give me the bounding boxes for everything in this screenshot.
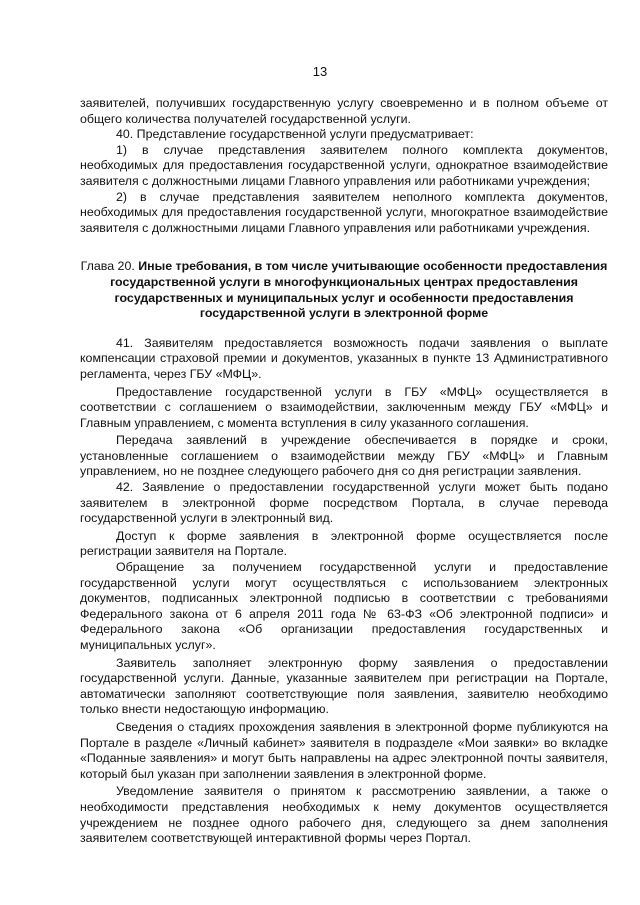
paragraph-continuation: заявителей, получивших государственную услугу своевременно и в полном объеме от общего количества получателей государственной услуги. bbox=[80, 96, 608, 126]
paragraph-42: 42. Заявление о предоставлении государственной услуги может быть подано заявителем в электронной форме посредством Портала, в случае перевода государственной услуги в электронный вид. bbox=[80, 480, 608, 526]
paragraph-notification: Уведомление заявителя о принятом к рассмотрению заявлении, а также о необходимости представления необходимых к нему документов осуществляется учреждением не позднее одного рабочего дня, следующего за днем заполнения заявителем соответствующей интерактивной формы через Портал. bbox=[80, 784, 608, 846]
list-item-2: 2) в случае представления заявителем неполного комплекта документов, необходимых для предоставления государственной услуги, многократное взаимодействие заявителя с должностными лицами Главного управления или работниками учреждения. bbox=[80, 189, 608, 235]
paragraph-mfc-provision: Предоставление государственной услуги в ГБУ «МФЦ» осуществляется в соответствии с соглашением о взаимодействии, заключенным между ГБУ «МФЦ» и Главным управлением, с момента вступления в силу указанного соглашения. bbox=[80, 384, 608, 430]
document-body bbox=[80, 96, 608, 847]
paragraph-access: Доступ к форме заявления в электронной форме осуществляется после регистрации заявителя на Портале. bbox=[80, 528, 608, 559]
chapter-label: Глава 20. bbox=[80, 259, 135, 274]
paragraph-41: 41. Заявителям предоставляется возможность подачи заявления о выплате компенсации страховой премии и документов, указанных в пункте 13 Административного регламента, через ГБУ «МФЦ». bbox=[80, 335, 608, 381]
page-number: 13 bbox=[312, 64, 328, 79]
paragraph-electronic-docs: Обращение за получением государственной услуги и предоставление государственной услуги могут осуществляться с использованием электронных документов, подписанных электронной подписью в соответствии с требованиями Федерального закона от 6 апреля 2011 года № 63-ФЗ «Об электронной подписи» и Федерального закона «Об организации предоставления государственных и муниципальных услуг». bbox=[80, 560, 608, 652]
list-item-1: 1) в случае представления заявителем полного комплекта документов, необходимых для предоставления государственной услуги, однократное взаимодействие заявителя с должностными лицами Главного управления или работниками учреждения; bbox=[80, 142, 608, 188]
paragraph-transfer: Передача заявлений в учреждение обеспечивается в порядке и сроки, установленные соглашением о взаимодействии между ГБУ «МФЦ» и Главным управлением, но не позднее следующего рабочего дня со дня регистрации заявления. bbox=[80, 433, 608, 479]
chapter-title: Иные требования, в том числе учитывающие особенности предоставления государственной услуги в многофункциональных центрах предоставления государственных и муниципальных услуг и особенности предоставления государственной услуги в электронной форме bbox=[110, 259, 608, 321]
paragraph-form-fill: Заявитель заполняет электронную форму заявления о предоставлении государственной услуги. Данные, указанные заявителем при регистрации на Портале, автоматически заполняют соответствующие поля заявления, заявителю необходимо только внести недостающую информацию. bbox=[80, 655, 608, 717]
paragraph-40: 40. Представление государственной услуги предусматривает: bbox=[116, 127, 474, 142]
chapter-heading bbox=[80, 259, 608, 321]
paragraph-status-info: Сведения о стадиях прохождения заявления в электронной форме публикуются на Портале в разделе «Личный кабинет» заявителя в подразделе «Мои заявки» во вкладке «Поданные заявления» и могут быть направлены на адрес электронной почты заявителя, который был указан при заполнении заявления в электронной форме. bbox=[80, 719, 608, 781]
